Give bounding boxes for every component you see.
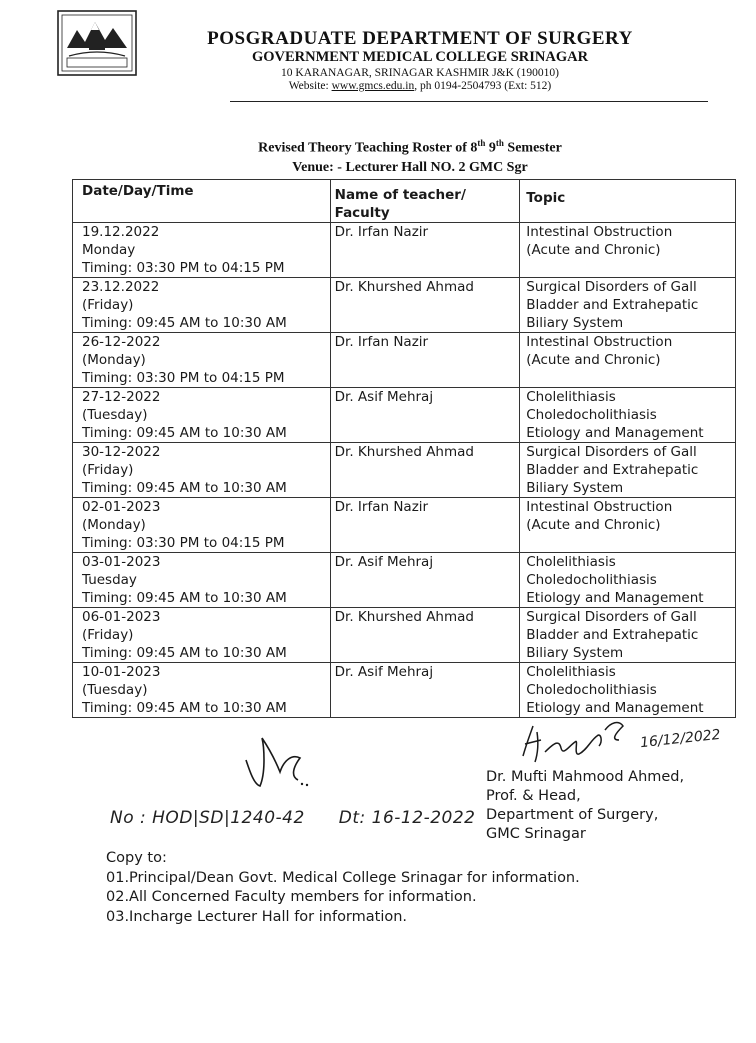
session-day: (Tuesday) (82, 407, 148, 423)
date-day-time-cell (73, 388, 331, 443)
topic-cell (520, 663, 736, 718)
topic-line: Biliary System (526, 480, 624, 496)
teacher-name: Dr. Khurshed Ahmad (334, 279, 474, 295)
session-timing: Timing: 09:45 AM to 10:30 AM (82, 700, 287, 716)
header-topic: Topic (520, 180, 736, 223)
college-address: 10 KARANAGAR, SRINAGAR KASHMIR J&K (190010) (281, 67, 559, 79)
reference-date: Dt: 16-12-2022 (338, 808, 476, 828)
date-day-time-cell (73, 608, 331, 663)
session-day: Tuesday (82, 572, 137, 588)
initials-signature (240, 732, 320, 792)
topic-line: Cholelithiasis (526, 554, 616, 570)
teacher-cell (330, 663, 520, 718)
topic-cell (520, 553, 736, 608)
topic-line: Cholelithiasis (526, 389, 616, 405)
session-day: Monday (82, 242, 136, 258)
topic-line: Surgical Disorders of Gall (526, 444, 697, 460)
header-divider (230, 101, 708, 102)
topic-line: (Acute and Chronic) (526, 517, 661, 533)
topic-line: Bladder and Extrahepatic (526, 297, 699, 313)
session-date: 30-12-2022 (82, 444, 161, 460)
table-header-row (73, 180, 736, 223)
table-row (73, 388, 736, 443)
copy-to-item: 01.Principal/Dean Govt. Medical College Srinagar for information. (106, 869, 580, 886)
head-signature (515, 712, 645, 768)
teacher-cell (330, 498, 520, 553)
date-day-time-cell (73, 278, 331, 333)
date-day-time-cell (73, 223, 331, 278)
topic-cell (520, 223, 736, 278)
topic-line: Intestinal Obstruction (526, 334, 673, 350)
teacher-name: Dr. Irfan Nazir (334, 334, 429, 350)
topic-line: Choledocholithiasis (526, 682, 657, 698)
teacher-name: Dr. Asif Mehraj (334, 389, 434, 405)
session-date: 10-01-2023 (82, 664, 161, 680)
date-day-time-cell (73, 498, 331, 553)
reference-number: No : HOD|SD|1240-42 (110, 808, 305, 828)
table-row (73, 608, 736, 663)
letterhead (150, 28, 690, 92)
website-link[interactable]: www.gmcs.edu.in (331, 80, 415, 92)
table-row (73, 223, 736, 278)
college-logo (55, 8, 139, 78)
reference-line (110, 808, 475, 828)
signer-department: Department of Surgery, (486, 807, 659, 823)
topic-line: Etiology and Management (526, 590, 704, 606)
session-timing: Timing: 03:30 PM to 04:15 PM (82, 535, 285, 551)
topic-line: Intestinal Obstruction (526, 499, 673, 515)
session-date: 03-01-2023 (82, 554, 161, 570)
topic-cell (520, 443, 736, 498)
date-day-time-cell (73, 663, 331, 718)
teacher-cell (330, 333, 520, 388)
teacher-cell (330, 388, 520, 443)
topic-line: Cholelithiasis (526, 664, 616, 680)
topic-line: Etiology and Management (526, 425, 704, 441)
session-day: (Friday) (82, 627, 134, 643)
signature-date: 16/12/2022 (639, 726, 722, 752)
teacher-name: Dr. Asif Mehraj (334, 554, 434, 570)
header-date: Date/Day/Time (73, 180, 331, 223)
teacher-cell (330, 608, 520, 663)
date-day-time-cell (73, 553, 331, 608)
topic-line: (Acute and Chronic) (526, 242, 661, 258)
session-timing: Timing: 09:45 AM to 10:30 AM (82, 315, 287, 331)
session-timing: Timing: 09:45 AM to 10:30 AM (82, 425, 287, 441)
session-timing: Timing: 03:30 PM to 04:15 PM (82, 260, 285, 276)
session-date: 27-12-2022 (82, 389, 161, 405)
roster-title (160, 134, 660, 177)
topic-cell (520, 608, 736, 663)
topic-line: Etiology and Management (526, 700, 704, 716)
teacher-name: Dr. Asif Mehraj (334, 664, 434, 680)
topic-line: Surgical Disorders of Gall (526, 609, 697, 625)
session-timing: Timing: 03:30 PM to 04:15 PM (82, 370, 285, 386)
copy-to-item: 03.Incharge Lecturer Hall for information. (106, 908, 408, 925)
website-line: Website: www.gmcs.edu.in, ph 0194-2504793 (Ext: 512) (288, 80, 552, 92)
topic-line: Bladder and Extrahepatic (526, 627, 699, 643)
session-date: 02-01-2023 (82, 499, 161, 515)
college-name: GOVERNMENT MEDICAL COLLEGE SRINAGAR (251, 49, 589, 65)
session-date: 19.12.2022 (82, 224, 160, 240)
copy-to-item: 02.All Concerned Faculty members for information. (106, 889, 477, 905)
topic-line: Biliary System (526, 645, 624, 661)
session-day: (Monday) (82, 352, 146, 368)
copy-to-block (106, 849, 580, 927)
venue-line: Venue: - Lecturer Hall NO. 2 GMC Sgr (292, 159, 528, 175)
date-day-time-cell (73, 333, 331, 388)
session-day: (Friday) (82, 462, 134, 478)
teacher-name: Dr. Irfan Nazir (334, 499, 429, 515)
date-day-time-cell (73, 443, 331, 498)
topic-cell (520, 278, 736, 333)
topic-cell (520, 388, 736, 443)
topic-line: Biliary System (526, 315, 624, 331)
session-date: 06-01-2023 (82, 609, 161, 625)
topic-line: Bladder and Extrahepatic (526, 462, 699, 478)
session-day: (Tuesday) (82, 682, 148, 698)
signer-name: Dr. Mufti Mahmood Ahmed, (486, 769, 685, 785)
topic-cell (520, 333, 736, 388)
signer-institution: GMC Srinagar (486, 826, 586, 842)
table-row (73, 498, 736, 553)
topic-line: Choledocholithiasis (526, 572, 657, 588)
teacher-cell (330, 443, 520, 498)
session-day: (Friday) (82, 297, 134, 313)
table-row (73, 333, 736, 388)
session-date: 23.12.2022 (82, 279, 160, 295)
topic-line: Surgical Disorders of Gall (526, 279, 697, 295)
session-timing: Timing: 09:45 AM to 10:30 AM (82, 645, 287, 661)
teacher-name: Dr. Khurshed Ahmad (334, 444, 474, 460)
table-row (73, 278, 736, 333)
signer-title: Prof. & Head, (486, 788, 581, 804)
session-day: (Monday) (82, 517, 146, 533)
department-name: POSGRADUATE DEPARTMENT OF SURGERY (207, 28, 633, 49)
teacher-cell (330, 278, 520, 333)
topic-cell (520, 498, 736, 553)
teacher-cell (330, 223, 520, 278)
teacher-name: Dr. Khurshed Ahmad (334, 609, 474, 625)
table-row (73, 553, 736, 608)
header-teacher: Name of teacher/ Faculty (330, 180, 520, 223)
teacher-cell (330, 553, 520, 608)
session-date: 26-12-2022 (82, 334, 161, 350)
session-timing: Timing: 09:45 AM to 10:30 AM (82, 480, 287, 496)
roster-table (72, 179, 736, 718)
topic-line: Intestinal Obstruction (526, 224, 673, 240)
copy-to-heading: Copy to: (106, 850, 167, 866)
table-row (73, 663, 736, 718)
table-row (73, 443, 736, 498)
session-timing: Timing: 09:45 AM to 10:30 AM (82, 590, 287, 606)
topic-line: Choledocholithiasis (526, 407, 657, 423)
topic-line: (Acute and Chronic) (526, 352, 661, 368)
roster-title-line1: Revised Theory Teaching Roster of 8th 9th Semester (258, 138, 562, 156)
teacher-name: Dr. Irfan Nazir (334, 224, 429, 240)
signer-block (486, 768, 684, 844)
